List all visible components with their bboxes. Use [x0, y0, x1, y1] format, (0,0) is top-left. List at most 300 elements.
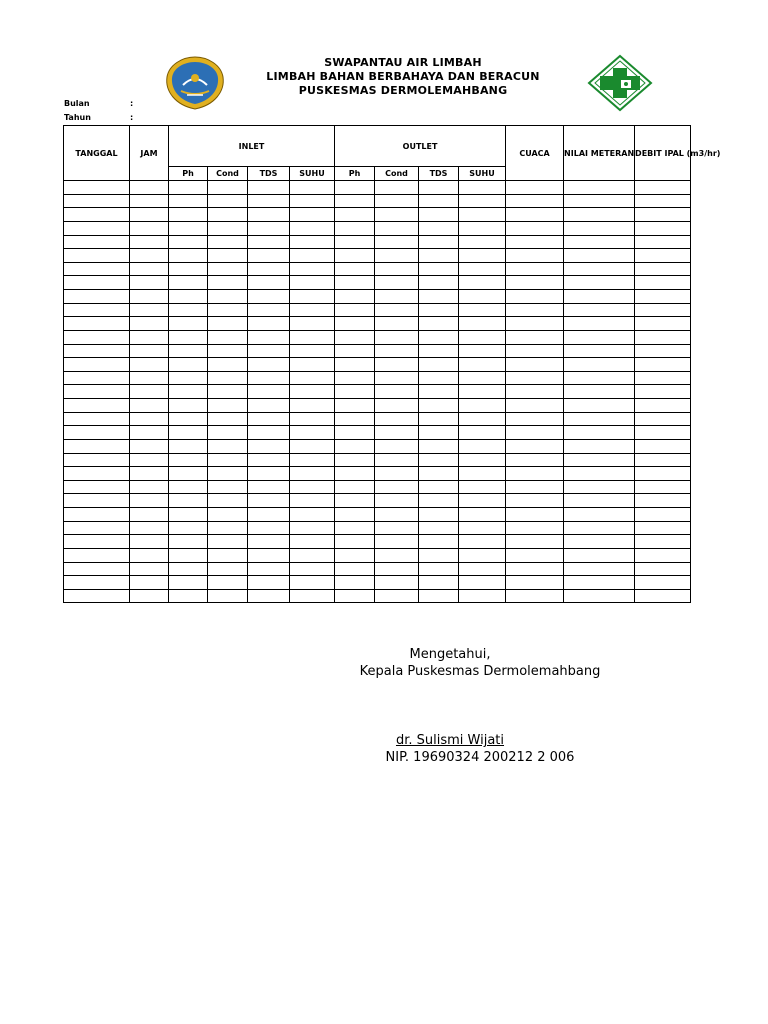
- table-cell[interactable]: [208, 439, 248, 453]
- table-cell[interactable]: [208, 589, 248, 603]
- table-cell[interactable]: [459, 358, 506, 372]
- table-cell[interactable]: [208, 576, 248, 590]
- table-cell[interactable]: [635, 181, 691, 195]
- table-cell[interactable]: [290, 194, 335, 208]
- table-cell[interactable]: [130, 330, 169, 344]
- table-cell[interactable]: [564, 249, 635, 263]
- table-cell[interactable]: [64, 589, 130, 603]
- table-cell[interactable]: [208, 249, 248, 263]
- table-cell[interactable]: [290, 576, 335, 590]
- table-cell[interactable]: [506, 426, 564, 440]
- table-cell[interactable]: [564, 453, 635, 467]
- table-cell[interactable]: [506, 576, 564, 590]
- table-cell[interactable]: [290, 276, 335, 290]
- table-cell[interactable]: [248, 208, 290, 222]
- table-cell[interactable]: [564, 508, 635, 522]
- table-cell[interactable]: [459, 181, 506, 195]
- table-cell[interactable]: [64, 221, 130, 235]
- table-cell[interactable]: [635, 548, 691, 562]
- table-cell[interactable]: [564, 399, 635, 413]
- table-cell[interactable]: [635, 412, 691, 426]
- table-cell[interactable]: [506, 562, 564, 576]
- table-cell[interactable]: [64, 521, 130, 535]
- table-cell[interactable]: [564, 181, 635, 195]
- table-cell[interactable]: [459, 221, 506, 235]
- table-cell[interactable]: [459, 371, 506, 385]
- table-cell[interactable]: [64, 303, 130, 317]
- table-cell[interactable]: [635, 276, 691, 290]
- table-cell[interactable]: [64, 317, 130, 331]
- table-cell[interactable]: [290, 181, 335, 195]
- table-cell[interactable]: [564, 467, 635, 481]
- table-cell[interactable]: [506, 208, 564, 222]
- table-cell[interactable]: [290, 453, 335, 467]
- table-cell[interactable]: [375, 290, 419, 304]
- table-cell[interactable]: [169, 521, 208, 535]
- table-cell[interactable]: [130, 371, 169, 385]
- table-cell[interactable]: [248, 548, 290, 562]
- table-cell[interactable]: [419, 262, 459, 276]
- table-cell[interactable]: [506, 508, 564, 522]
- table-cell[interactable]: [459, 399, 506, 413]
- table-cell[interactable]: [419, 453, 459, 467]
- table-cell[interactable]: [130, 480, 169, 494]
- table-cell[interactable]: [64, 467, 130, 481]
- table-cell[interactable]: [635, 508, 691, 522]
- table-cell[interactable]: [635, 453, 691, 467]
- table-cell[interactable]: [290, 358, 335, 372]
- table-cell[interactable]: [419, 249, 459, 263]
- table-cell[interactable]: [375, 344, 419, 358]
- table-cell[interactable]: [290, 439, 335, 453]
- table-cell[interactable]: [635, 208, 691, 222]
- table-cell[interactable]: [564, 330, 635, 344]
- table-cell[interactable]: [248, 439, 290, 453]
- table-cell[interactable]: [419, 467, 459, 481]
- table-cell[interactable]: [64, 494, 130, 508]
- table-cell[interactable]: [506, 385, 564, 399]
- table-cell[interactable]: [130, 208, 169, 222]
- table-cell[interactable]: [169, 548, 208, 562]
- table-cell[interactable]: [635, 317, 691, 331]
- table-cell[interactable]: [169, 317, 208, 331]
- table-cell[interactable]: [208, 290, 248, 304]
- table-cell[interactable]: [459, 494, 506, 508]
- table-cell[interactable]: [130, 576, 169, 590]
- table-cell[interactable]: [64, 508, 130, 522]
- table-cell[interactable]: [335, 249, 375, 263]
- table-cell[interactable]: [419, 194, 459, 208]
- table-cell[interactable]: [130, 412, 169, 426]
- table-cell[interactable]: [169, 276, 208, 290]
- table-cell[interactable]: [419, 358, 459, 372]
- table-cell[interactable]: [459, 303, 506, 317]
- table-cell[interactable]: [64, 548, 130, 562]
- table-cell[interactable]: [564, 385, 635, 399]
- table-cell[interactable]: [506, 344, 564, 358]
- table-cell[interactable]: [419, 208, 459, 222]
- table-cell[interactable]: [375, 439, 419, 453]
- table-cell[interactable]: [335, 194, 375, 208]
- table-cell[interactable]: [130, 262, 169, 276]
- table-cell[interactable]: [208, 426, 248, 440]
- table-cell[interactable]: [169, 358, 208, 372]
- table-cell[interactable]: [169, 426, 208, 440]
- table-cell[interactable]: [290, 589, 335, 603]
- table-cell[interactable]: [635, 426, 691, 440]
- table-cell[interactable]: [506, 494, 564, 508]
- table-cell[interactable]: [459, 249, 506, 263]
- table-cell[interactable]: [169, 221, 208, 235]
- table-cell[interactable]: [290, 548, 335, 562]
- table-cell[interactable]: [130, 344, 169, 358]
- table-cell[interactable]: [169, 194, 208, 208]
- table-cell[interactable]: [459, 330, 506, 344]
- table-cell[interactable]: [375, 480, 419, 494]
- table-cell[interactable]: [635, 194, 691, 208]
- table-cell[interactable]: [335, 221, 375, 235]
- table-cell[interactable]: [130, 467, 169, 481]
- table-cell[interactable]: [564, 548, 635, 562]
- table-cell[interactable]: [459, 548, 506, 562]
- table-cell[interactable]: [506, 371, 564, 385]
- table-cell[interactable]: [208, 521, 248, 535]
- table-cell[interactable]: [248, 276, 290, 290]
- table-cell[interactable]: [248, 589, 290, 603]
- table-cell[interactable]: [248, 535, 290, 549]
- table-cell[interactable]: [208, 494, 248, 508]
- table-cell[interactable]: [635, 303, 691, 317]
- table-cell[interactable]: [375, 589, 419, 603]
- table-cell[interactable]: [375, 548, 419, 562]
- table-cell[interactable]: [459, 208, 506, 222]
- table-cell[interactable]: [419, 589, 459, 603]
- table-cell[interactable]: [208, 480, 248, 494]
- table-cell[interactable]: [208, 208, 248, 222]
- table-cell[interactable]: [64, 453, 130, 467]
- table-cell[interactable]: [335, 358, 375, 372]
- table-cell[interactable]: [506, 290, 564, 304]
- table-cell[interactable]: [335, 208, 375, 222]
- table-cell[interactable]: [208, 181, 248, 195]
- table-cell[interactable]: [335, 235, 375, 249]
- table-cell[interactable]: [564, 535, 635, 549]
- table-cell[interactable]: [130, 439, 169, 453]
- table-cell[interactable]: [290, 412, 335, 426]
- table-cell[interactable]: [208, 385, 248, 399]
- table-cell[interactable]: [248, 521, 290, 535]
- table-cell[interactable]: [290, 426, 335, 440]
- table-cell[interactable]: [130, 562, 169, 576]
- table-cell[interactable]: [248, 371, 290, 385]
- table-cell[interactable]: [375, 208, 419, 222]
- table-cell[interactable]: [208, 412, 248, 426]
- table-cell[interactable]: [506, 412, 564, 426]
- table-cell[interactable]: [419, 480, 459, 494]
- table-cell[interactable]: [375, 371, 419, 385]
- table-cell[interactable]: [564, 194, 635, 208]
- table-cell[interactable]: [169, 385, 208, 399]
- table-cell[interactable]: [335, 467, 375, 481]
- table-cell[interactable]: [506, 303, 564, 317]
- table-cell[interactable]: [564, 208, 635, 222]
- table-cell[interactable]: [169, 535, 208, 549]
- table-cell[interactable]: [208, 562, 248, 576]
- table-cell[interactable]: [459, 562, 506, 576]
- table-cell[interactable]: [335, 439, 375, 453]
- table-cell[interactable]: [419, 412, 459, 426]
- table-cell[interactable]: [506, 535, 564, 549]
- table-cell[interactable]: [208, 235, 248, 249]
- table-cell[interactable]: [169, 494, 208, 508]
- table-cell[interactable]: [130, 358, 169, 372]
- table-cell[interactable]: [169, 508, 208, 522]
- table-cell[interactable]: [64, 344, 130, 358]
- table-cell[interactable]: [375, 358, 419, 372]
- table-cell[interactable]: [290, 494, 335, 508]
- table-cell[interactable]: [208, 344, 248, 358]
- table-cell[interactable]: [248, 249, 290, 263]
- table-cell[interactable]: [506, 480, 564, 494]
- table-cell[interactable]: [248, 399, 290, 413]
- table-cell[interactable]: [335, 290, 375, 304]
- table-cell[interactable]: [290, 249, 335, 263]
- table-cell[interactable]: [248, 317, 290, 331]
- table-cell[interactable]: [506, 194, 564, 208]
- table-cell[interactable]: [248, 221, 290, 235]
- table-cell[interactable]: [375, 426, 419, 440]
- table-cell[interactable]: [459, 235, 506, 249]
- table-cell[interactable]: [564, 358, 635, 372]
- table-cell[interactable]: [248, 235, 290, 249]
- table-cell[interactable]: [290, 221, 335, 235]
- table-cell[interactable]: [564, 562, 635, 576]
- table-cell[interactable]: [419, 535, 459, 549]
- table-cell[interactable]: [64, 480, 130, 494]
- table-cell[interactable]: [506, 467, 564, 481]
- table-cell[interactable]: [290, 235, 335, 249]
- table-cell[interactable]: [564, 521, 635, 535]
- table-cell[interactable]: [169, 303, 208, 317]
- table-cell[interactable]: [564, 276, 635, 290]
- table-cell[interactable]: [506, 262, 564, 276]
- table-cell[interactable]: [290, 330, 335, 344]
- table-cell[interactable]: [64, 426, 130, 440]
- table-cell[interactable]: [130, 235, 169, 249]
- table-cell[interactable]: [130, 548, 169, 562]
- table-cell[interactable]: [169, 467, 208, 481]
- table-cell[interactable]: [335, 589, 375, 603]
- table-cell[interactable]: [459, 290, 506, 304]
- table-cell[interactable]: [375, 562, 419, 576]
- table-cell[interactable]: [564, 589, 635, 603]
- table-cell[interactable]: [335, 303, 375, 317]
- table-cell[interactable]: [169, 453, 208, 467]
- table-cell[interactable]: [130, 385, 169, 399]
- table-cell[interactable]: [375, 576, 419, 590]
- table-cell[interactable]: [290, 508, 335, 522]
- table-cell[interactable]: [248, 576, 290, 590]
- table-cell[interactable]: [506, 330, 564, 344]
- table-cell[interactable]: [248, 181, 290, 195]
- table-cell[interactable]: [459, 194, 506, 208]
- table-cell[interactable]: [64, 562, 130, 576]
- table-cell[interactable]: [335, 399, 375, 413]
- table-cell[interactable]: [130, 181, 169, 195]
- table-cell[interactable]: [64, 330, 130, 344]
- table-cell[interactable]: [335, 276, 375, 290]
- table-cell[interactable]: [208, 453, 248, 467]
- table-cell[interactable]: [506, 453, 564, 467]
- table-cell[interactable]: [506, 548, 564, 562]
- table-cell[interactable]: [635, 235, 691, 249]
- table-cell[interactable]: [64, 439, 130, 453]
- table-cell[interactable]: [169, 208, 208, 222]
- table-cell[interactable]: [419, 276, 459, 290]
- table-cell[interactable]: [419, 426, 459, 440]
- table-cell[interactable]: [248, 412, 290, 426]
- table-cell[interactable]: [248, 358, 290, 372]
- table-cell[interactable]: [64, 385, 130, 399]
- table-cell[interactable]: [564, 480, 635, 494]
- table-cell[interactable]: [459, 412, 506, 426]
- table-cell[interactable]: [248, 194, 290, 208]
- table-cell[interactable]: [375, 399, 419, 413]
- table-cell[interactable]: [130, 194, 169, 208]
- table-cell[interactable]: [290, 399, 335, 413]
- table-cell[interactable]: [459, 276, 506, 290]
- table-cell[interactable]: [419, 235, 459, 249]
- table-cell[interactable]: [459, 480, 506, 494]
- table-cell[interactable]: [290, 562, 335, 576]
- table-cell[interactable]: [635, 371, 691, 385]
- table-cell[interactable]: [290, 344, 335, 358]
- table-cell[interactable]: [506, 317, 564, 331]
- table-cell[interactable]: [564, 412, 635, 426]
- table-cell[interactable]: [635, 290, 691, 304]
- table-cell[interactable]: [506, 358, 564, 372]
- table-cell[interactable]: [290, 385, 335, 399]
- table-cell[interactable]: [635, 262, 691, 276]
- table-cell[interactable]: [169, 480, 208, 494]
- table-cell[interactable]: [335, 330, 375, 344]
- table-cell[interactable]: [208, 399, 248, 413]
- table-cell[interactable]: [130, 249, 169, 263]
- table-cell[interactable]: [208, 535, 248, 549]
- table-cell[interactable]: [169, 412, 208, 426]
- table-cell[interactable]: [335, 562, 375, 576]
- table-cell[interactable]: [335, 535, 375, 549]
- table-cell[interactable]: [459, 385, 506, 399]
- table-cell[interactable]: [64, 181, 130, 195]
- table-cell[interactable]: [290, 535, 335, 549]
- table-cell[interactable]: [635, 344, 691, 358]
- table-cell[interactable]: [290, 262, 335, 276]
- table-cell[interactable]: [564, 426, 635, 440]
- table-cell[interactable]: [635, 589, 691, 603]
- table-cell[interactable]: [64, 412, 130, 426]
- table-cell[interactable]: [635, 535, 691, 549]
- table-cell[interactable]: [290, 317, 335, 331]
- table-cell[interactable]: [506, 235, 564, 249]
- table-cell[interactable]: [335, 521, 375, 535]
- table-cell[interactable]: [335, 426, 375, 440]
- table-cell[interactable]: [419, 562, 459, 576]
- table-cell[interactable]: [564, 317, 635, 331]
- table-cell[interactable]: [459, 535, 506, 549]
- table-cell[interactable]: [375, 249, 419, 263]
- table-cell[interactable]: [459, 576, 506, 590]
- table-cell[interactable]: [635, 562, 691, 576]
- table-cell[interactable]: [169, 249, 208, 263]
- table-cell[interactable]: [635, 358, 691, 372]
- table-cell[interactable]: [248, 290, 290, 304]
- table-cell[interactable]: [64, 371, 130, 385]
- table-cell[interactable]: [248, 508, 290, 522]
- table-cell[interactable]: [564, 290, 635, 304]
- table-cell[interactable]: [375, 385, 419, 399]
- table-cell[interactable]: [335, 494, 375, 508]
- table-cell[interactable]: [375, 303, 419, 317]
- table-cell[interactable]: [635, 480, 691, 494]
- table-cell[interactable]: [635, 399, 691, 413]
- table-cell[interactable]: [64, 249, 130, 263]
- table-cell[interactable]: [169, 262, 208, 276]
- table-cell[interactable]: [335, 412, 375, 426]
- table-cell[interactable]: [64, 262, 130, 276]
- table-cell[interactable]: [375, 262, 419, 276]
- table-cell[interactable]: [564, 221, 635, 235]
- table-cell[interactable]: [130, 303, 169, 317]
- table-cell[interactable]: [64, 535, 130, 549]
- table-cell[interactable]: [64, 399, 130, 413]
- table-cell[interactable]: [635, 330, 691, 344]
- table-cell[interactable]: [130, 508, 169, 522]
- table-cell[interactable]: [564, 262, 635, 276]
- table-cell[interactable]: [248, 330, 290, 344]
- table-cell[interactable]: [335, 508, 375, 522]
- table-cell[interactable]: [419, 399, 459, 413]
- table-cell[interactable]: [564, 303, 635, 317]
- table-cell[interactable]: [419, 303, 459, 317]
- table-cell[interactable]: [169, 589, 208, 603]
- table-cell[interactable]: [130, 589, 169, 603]
- table-cell[interactable]: [419, 576, 459, 590]
- table-cell[interactable]: [130, 535, 169, 549]
- table-cell[interactable]: [64, 194, 130, 208]
- table-cell[interactable]: [130, 521, 169, 535]
- table-cell[interactable]: [169, 181, 208, 195]
- table-cell[interactable]: [208, 276, 248, 290]
- table-cell[interactable]: [459, 317, 506, 331]
- table-cell[interactable]: [635, 576, 691, 590]
- table-cell[interactable]: [208, 194, 248, 208]
- table-cell[interactable]: [375, 453, 419, 467]
- table-cell[interactable]: [248, 494, 290, 508]
- table-cell[interactable]: [169, 290, 208, 304]
- table-cell[interactable]: [248, 453, 290, 467]
- table-cell[interactable]: [248, 262, 290, 276]
- table-cell[interactable]: [335, 344, 375, 358]
- table-cell[interactable]: [130, 426, 169, 440]
- table-cell[interactable]: [375, 508, 419, 522]
- table-cell[interactable]: [419, 317, 459, 331]
- table-cell[interactable]: [290, 521, 335, 535]
- table-cell[interactable]: [635, 249, 691, 263]
- table-cell[interactable]: [635, 494, 691, 508]
- table-cell[interactable]: [375, 521, 419, 535]
- table-cell[interactable]: [208, 262, 248, 276]
